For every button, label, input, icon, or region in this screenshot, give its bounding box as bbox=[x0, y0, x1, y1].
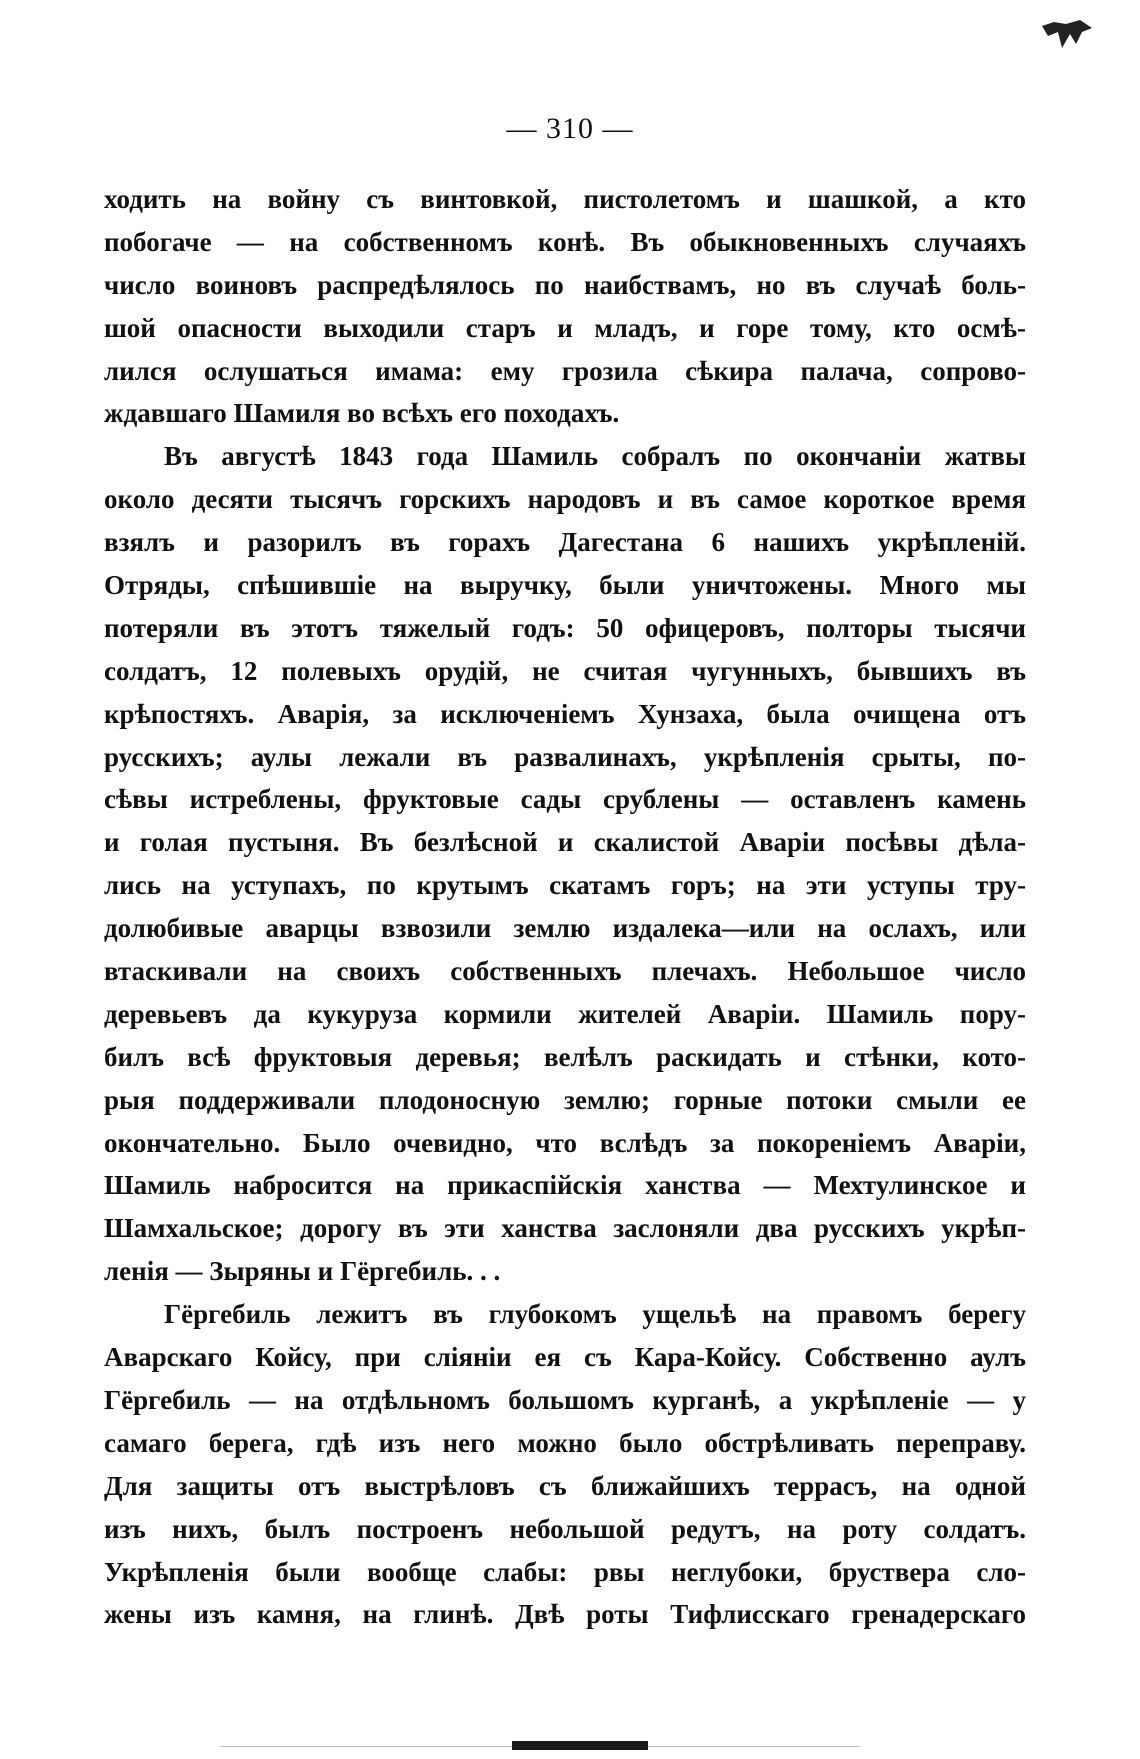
text-line: Гёргебиль лежитъ въ глубокомъ ущельѣ на правомъ берегу bbox=[164, 1299, 1026, 1330]
text-line: окончательно. Было очевидно, что вслѣдъ за покореніемъ Аваріи, bbox=[104, 1127, 1026, 1158]
text-line: лился ослушаться имама: ему грозила сѣкира палача, сопрово- bbox=[104, 355, 1026, 386]
ink-smudge-mark bbox=[1036, 18, 1096, 52]
text-line: жены изъ камня, на глинѣ. Двѣ роты Тифлисскаго гренадерскаго bbox=[104, 1599, 1026, 1630]
paragraph-2 bbox=[104, 435, 1026, 1293]
text-line: деревьевъ да кукуруза кормили жителей Аваріи. Шамиль пору- bbox=[104, 998, 1026, 1029]
text-line: Для защиты отъ выстрѣловъ съ ближайшихъ террасъ, на одной bbox=[104, 1470, 1026, 1501]
text-line: ленія — Зыряны и Гёргебиль. . . bbox=[104, 1256, 501, 1287]
text-line: крѣпостяхъ. Аварія, за исключеніемъ Хунзаха, была очищена отъ bbox=[104, 698, 1026, 729]
text-line: русскихъ; аулы лежали въ развалинахъ, укрѣпленія срыты, по- bbox=[104, 741, 1026, 772]
text-line: Аварскаго Койсу, при сліяніи ея съ Кара-Койсу. Собственно аулъ bbox=[104, 1342, 1026, 1373]
text-line: билъ всѣ фруктовыя деревья; велѣлъ раскидать и стѣнки, кото- bbox=[104, 1041, 1026, 1072]
text-line: Шамхальское; дорогу въ эти ханства заслоняли два русскихъ укрѣп- bbox=[104, 1213, 1026, 1244]
text-line: шой опасности выходили старъ и младъ, и горе тому, кто осмѣ- bbox=[104, 312, 1026, 343]
text-line: долюбивые аварцы взвозили землю издалека—или на ослахъ, или bbox=[104, 913, 1026, 944]
page-number: — 310 — bbox=[506, 112, 634, 145]
text-line: Отряды, спѣшившіе на выручку, были уничтожены. Много мы bbox=[104, 570, 1026, 601]
text-line: сѣвы истреблены, фруктовые сады срублены — оставленъ камень bbox=[104, 784, 1026, 815]
text-line: и голая пустыня. Въ безлѣсной и скалистой Аваріи посѣвы дѣла- bbox=[104, 827, 1026, 858]
text-line: около десяти тысячъ горскихъ народовъ и въ самое короткое время bbox=[104, 484, 1026, 515]
footer-ink-mark bbox=[512, 1741, 648, 1750]
text-line: Въ августѣ 1843 года Шамиль собралъ по окончаніи жатвы bbox=[164, 441, 1026, 472]
text-line: взялъ и разорилъ въ горахъ Дагестана 6 нашихъ укрѣпленій. bbox=[104, 527, 1026, 558]
text-line: солдатъ, 12 полевыхъ орудій, не считая чугунныхъ, бывшихъ въ bbox=[104, 655, 1026, 686]
text-line: ходить на войну съ винтовкой, пистолетомъ и шашкой, а кто bbox=[104, 184, 1026, 214]
text-line: число воиновъ распредѣлялось по наибствамъ, но въ случаѣ боль- bbox=[104, 269, 1026, 300]
text-line: изъ нихъ, былъ построенъ небольшой редутъ, на роту солдатъ. bbox=[104, 1513, 1026, 1544]
body-text bbox=[104, 178, 1026, 1636]
paragraph-1 bbox=[104, 178, 1026, 435]
text-line: рыя поддерживали плодоносную землю; горные потоки смыли ее bbox=[104, 1084, 1026, 1115]
text-line: Гёргебиль — на отдѣльномъ большомъ курганѣ, а укрѣпленіе — у bbox=[104, 1384, 1026, 1415]
text-line: Укрѣпленія были вообще слабы: рвы неглубоки, бруствера сло- bbox=[104, 1556, 1026, 1587]
text-line: побогаче — на собственномъ конѣ. Въ обыкновенныхъ случаяхъ bbox=[104, 226, 1026, 257]
text-line: самаго берега, гдѣ изъ него можно было обстрѣливать переправу. bbox=[104, 1427, 1026, 1458]
text-line: потеряли въ этотъ тяжелый годъ: 50 офицеровъ, полторы тысячи bbox=[104, 612, 1026, 643]
text-line: Шамиль набросится на прикаспійскія ханства — Мехтулинское и bbox=[104, 1170, 1026, 1201]
paragraph-3 bbox=[104, 1293, 1026, 1636]
text-line: втаскивали на своихъ собственныхъ плечахъ. Небольшое число bbox=[104, 956, 1026, 987]
text-line: лись на уступахъ, по крутымъ скатамъ горъ; на эти уступы тру- bbox=[104, 870, 1026, 901]
text-line: ждавшаго Шамиля во всѣхъ его походахъ. bbox=[104, 398, 620, 429]
